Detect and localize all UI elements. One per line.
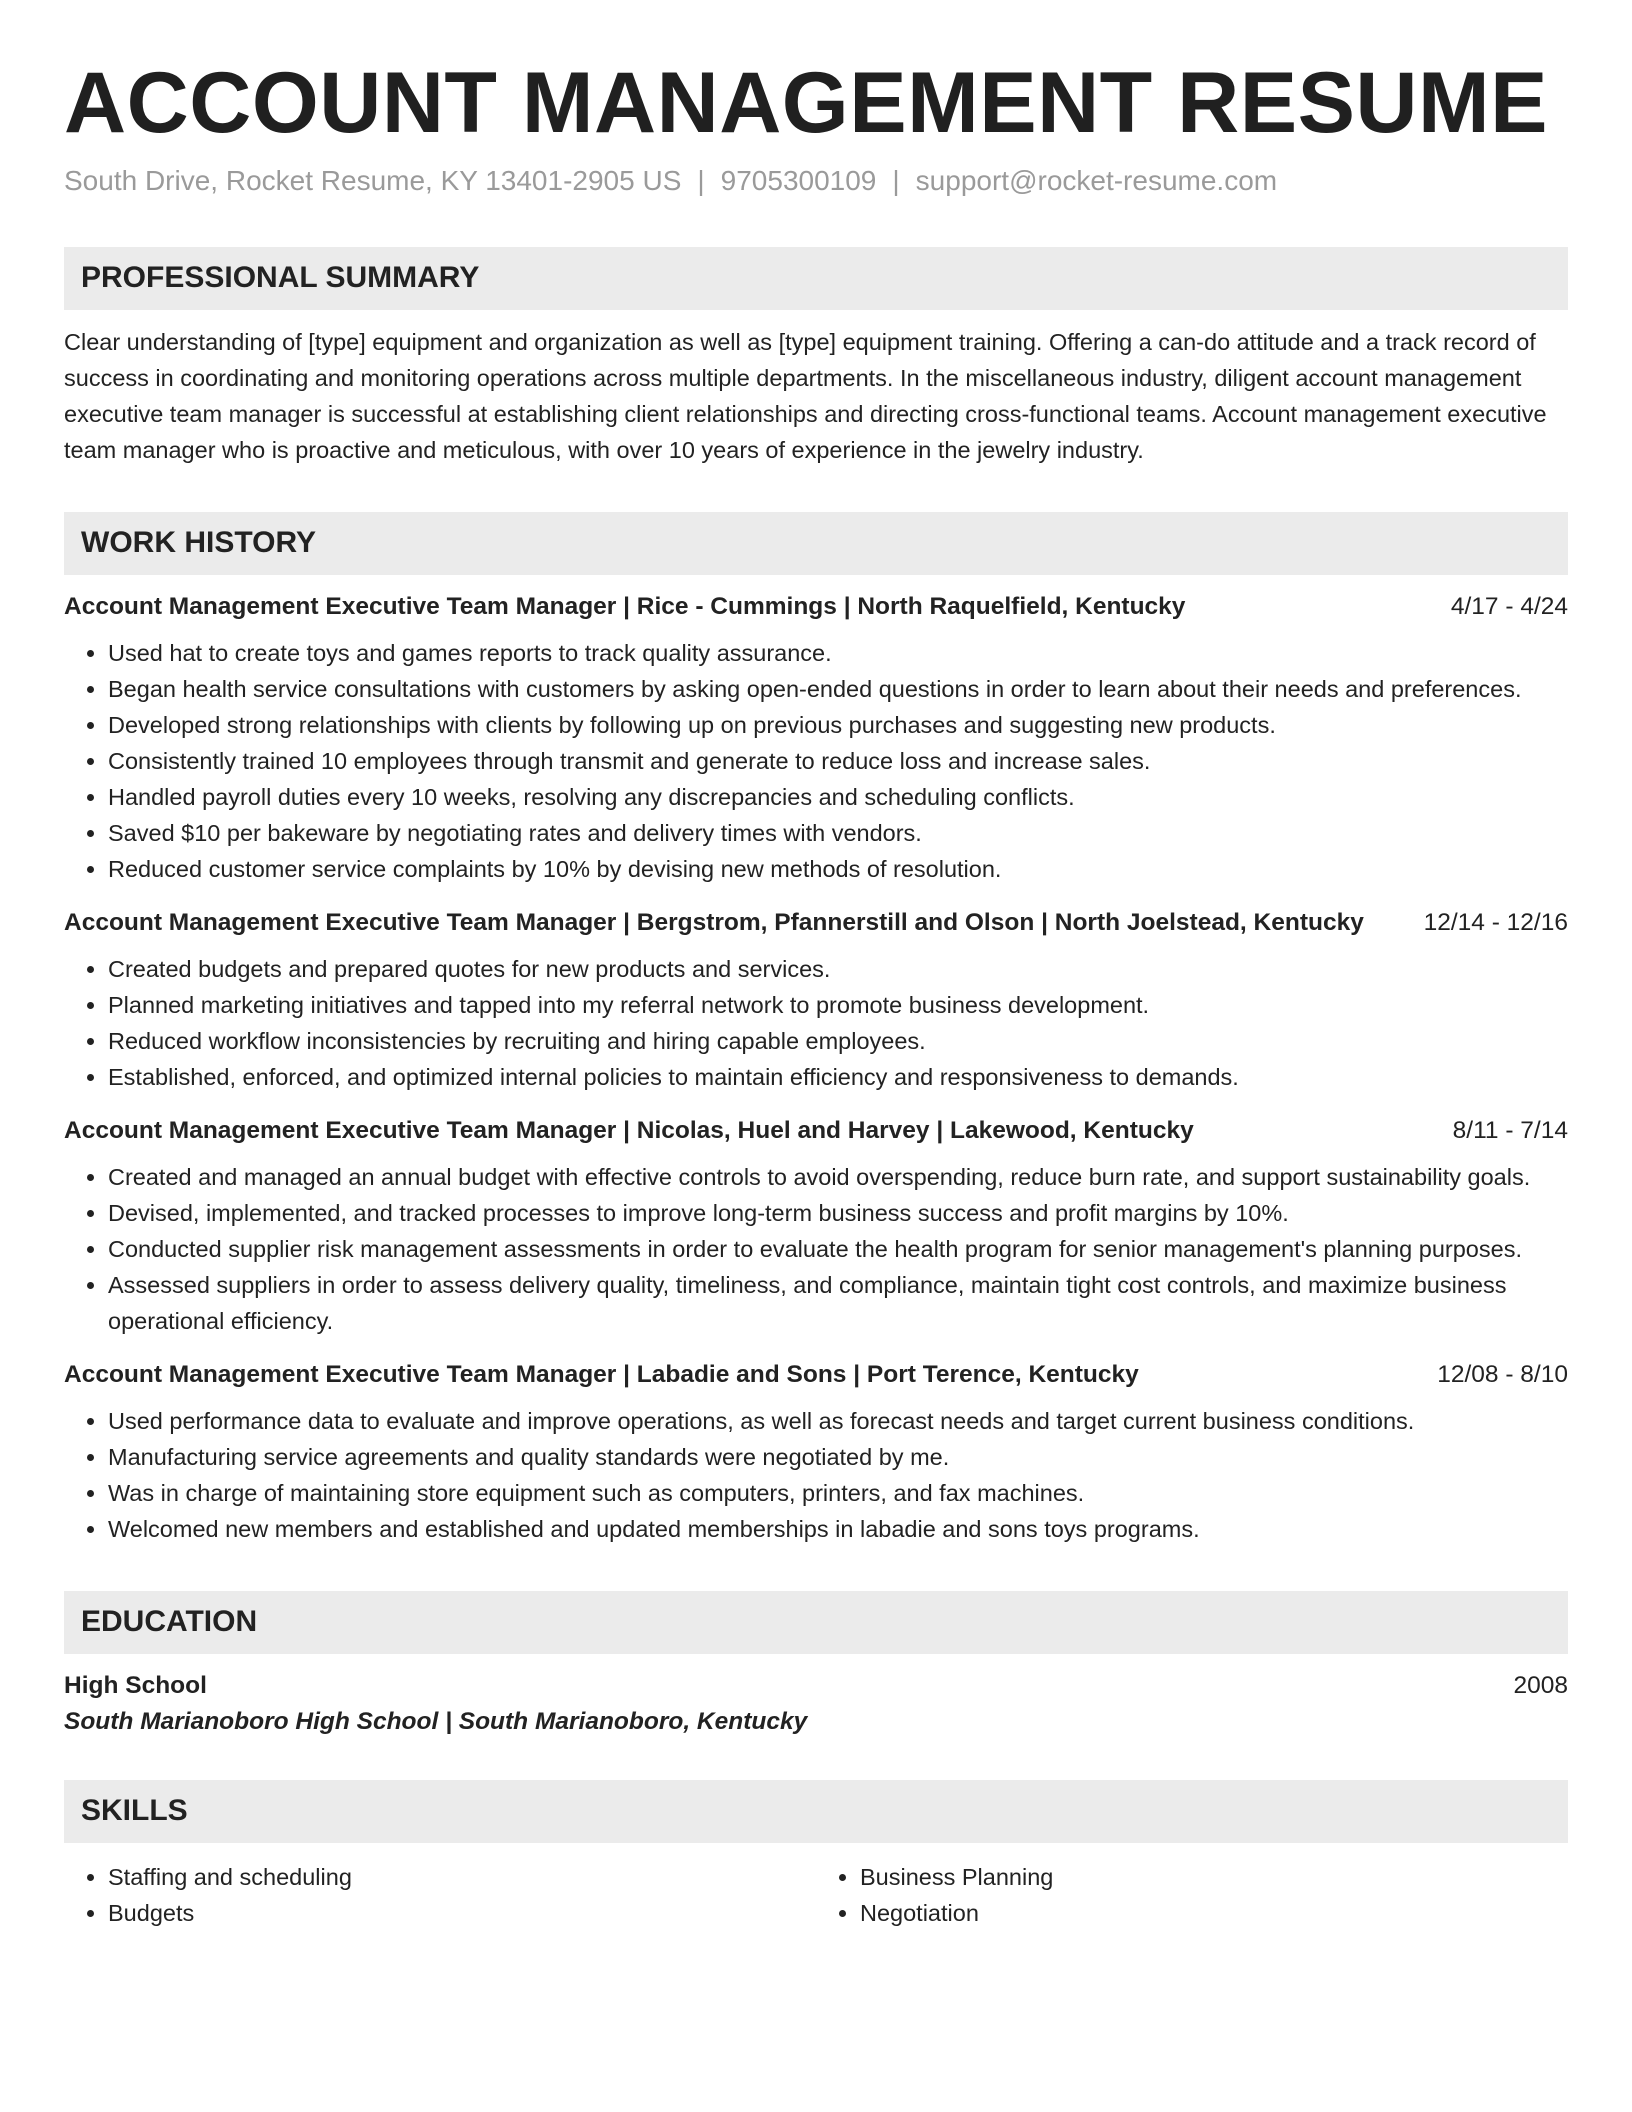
job-title: Account Management Executive Team Manager | Labadie and Sons | Port Terence, Kentucky xyxy=(64,1360,1139,1388)
job-bullets xyxy=(64,951,1568,1095)
job-header xyxy=(64,593,1568,621)
contact-separator: | xyxy=(697,164,705,196)
section-heading-work: WORK HISTORY xyxy=(64,512,1568,575)
skill-item: • Negotiation xyxy=(860,1895,1568,1931)
job-header xyxy=(64,1117,1568,1145)
job-bullet: • Welcomed new members and established and updated memberships in labadie and sons toys programs. xyxy=(108,1511,1568,1547)
job-dates: 12/14 - 12/16 xyxy=(1423,908,1568,936)
skills-list xyxy=(64,1859,1568,1931)
job-bullet: • Was in charge of maintaining store equipment such as computers, printers, and fax machines. xyxy=(108,1475,1568,1511)
job-dates: 12/08 - 8/10 xyxy=(1437,1360,1568,1388)
job-bullet: • Conducted supplier risk management assessments in order to evaluate the health program for senior management's planning purposes. xyxy=(108,1231,1568,1267)
section-heading-education: EDUCATION xyxy=(64,1591,1568,1654)
job-bullet: • Planned marketing initiatives and tapped into my referral network to promote business development. xyxy=(108,987,1568,1023)
job-bullet: • Created and managed an annual budget with effective controls to avoid overspending, reduce burn rate, and support sustainability goals. xyxy=(108,1159,1568,1195)
work-history-list xyxy=(64,593,1568,1547)
job-title: Account Management Executive Team Manager | Bergstrom, Pfannerstill and Olson | North Joelstead, Kentucky xyxy=(64,908,1364,936)
contact-email: support@rocket-resume.com xyxy=(915,164,1278,196)
contact-address: South Drive, Rocket Resume, KY 13401-2905 US xyxy=(64,164,682,196)
contact-phone: 9705300109 xyxy=(720,164,877,196)
job-dates: 4/17 - 4/24 xyxy=(1450,592,1568,620)
education-school: South Marianoboro High School | South Marianoboro, Kentucky xyxy=(64,1707,808,1735)
section-heading-skills: SKILLS xyxy=(64,1780,1568,1843)
job-header xyxy=(64,1361,1568,1389)
skills-column-right xyxy=(816,1859,1568,1931)
job-entry xyxy=(64,909,1568,1095)
job-bullet: • Handled payroll duties every 10 weeks, resolving any discrepancies and scheduling conflicts. xyxy=(108,779,1568,815)
job-bullet: • Developed strong relationships with clients by following up on previous purchases and suggesting new products. xyxy=(108,707,1568,743)
skill-item: • Budgets xyxy=(108,1895,816,1931)
contact-line xyxy=(64,165,1568,197)
job-header xyxy=(64,909,1568,937)
job-bullets xyxy=(64,1159,1568,1339)
job-entry xyxy=(64,1117,1568,1339)
job-bullet: • Used hat to create toys and games reports to track quality assurance. xyxy=(108,635,1568,671)
job-bullet: • Reduced customer service complaints by 10% by devising new methods of resolution. xyxy=(108,851,1568,887)
education-year: 2008 xyxy=(1513,1671,1568,1699)
education-degree: High School xyxy=(64,1671,207,1699)
job-bullet: • Used performance data to evaluate and improve operations, as well as forecast needs and target current business conditions. xyxy=(108,1403,1568,1439)
skills-column-left xyxy=(64,1859,816,1931)
education-entry xyxy=(64,1672,1568,1700)
job-bullet: • Established, enforced, and optimized internal policies to maintain efficiency and responsiveness to demands. xyxy=(108,1059,1568,1095)
job-bullet: • Began health service consultations with customers by asking open-ended questions in order to learn about their needs and preferences. xyxy=(108,671,1568,707)
job-dates: 8/11 - 7/14 xyxy=(1452,1116,1568,1144)
contact-separator: | xyxy=(892,164,900,196)
summary-text: Clear understanding of [type] equipment and organization as well as [type] equipment training. Offering a can-do attitude and a track record of success in coordinating and monitoring operations across multiple departments. In the miscellaneous industry, diligent account management executive team manager is successful at establishing client relationships and directing cross-functional teams. Account management executive team manager who is proactive and meticulous, with over 10 years of experience in the jewelry industry. xyxy=(64,328,1547,463)
job-bullet: • Devised, implemented, and tracked processes to improve long-term business success and profit margins by 10%. xyxy=(108,1195,1568,1231)
job-entry xyxy=(64,593,1568,887)
job-bullet: • Consistently trained 10 employees through transmit and generate to reduce loss and increase sales. xyxy=(108,743,1568,779)
job-title: Account Management Executive Team Manager | Rice - Cummings | North Raquelfield, Kentucky xyxy=(64,592,1186,620)
job-bullets xyxy=(64,1403,1568,1547)
resume-title: ACCOUNT MANAGEMENT RESUME xyxy=(64,55,1549,151)
job-bullets xyxy=(64,635,1568,887)
job-bullet: • Assessed suppliers in order to assess delivery quality, timeliness, and compliance, maintain tight cost controls, and maximize business operational efficiency. xyxy=(108,1267,1568,1339)
job-bullet: • Reduced workflow inconsistencies by recruiting and hiring capable employees. xyxy=(108,1023,1568,1059)
job-bullet: • Created budgets and prepared quotes for new products and services. xyxy=(108,951,1568,987)
job-title: Account Management Executive Team Manager | Nicolas, Huel and Harvey | Lakewood, Kentucky xyxy=(64,1116,1194,1144)
job-bullet: • Saved $10 per bakeware by negotiating rates and delivery times with vendors. xyxy=(108,815,1568,851)
section-heading-summary: PROFESSIONAL SUMMARY xyxy=(64,247,1568,310)
job-entry xyxy=(64,1361,1568,1547)
skill-item: • Business Planning xyxy=(860,1859,1568,1895)
skill-item: • Staffing and scheduling xyxy=(108,1859,816,1895)
job-bullet: • Manufacturing service agreements and quality standards were negotiated by me. xyxy=(108,1439,1568,1475)
